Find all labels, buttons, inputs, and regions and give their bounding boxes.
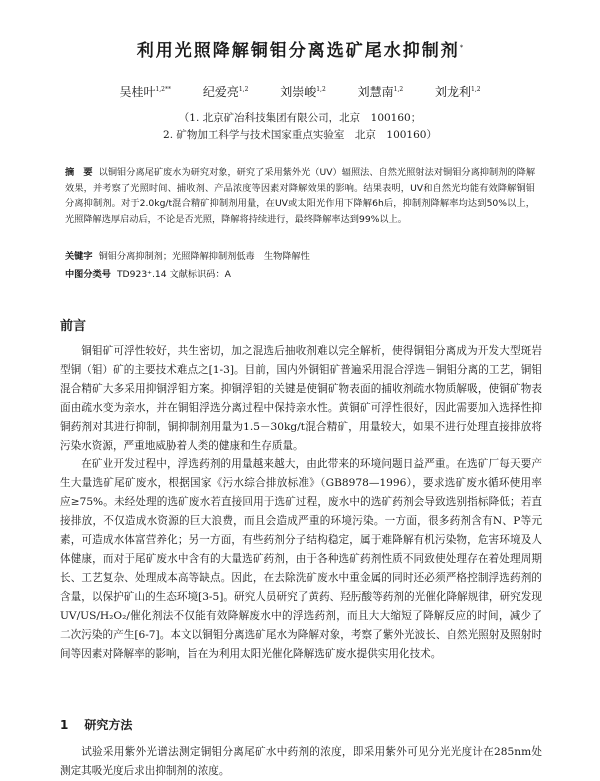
author-name: 刘慧南: [357, 85, 394, 99]
author: [435, 85, 481, 99]
title-footnote-mark: *: [459, 43, 464, 52]
abstract-text: 以铜钼分离尾矿废水为研究对象，研究了采用紫外光（UV）辐照法、自然光照射法对铜钼分离抑制剂的降解效果，并考察了光照时间、捕收剂、产品浓度等因素对降解效果的影响。结果表明，UV和自然光均能有效降解铜钼分离抑制剂。对于2.0kg/t混合精矿抑制剂用量，在UV或太阳光作用下降解6h后，抑制剂降解率均达到50%以上，光照降解选厚启动后，不论是否光照，降解将持续进行，最终降解率达到99%以上。: [65, 167, 536, 225]
author-affil-mark: 1,2: [393, 86, 404, 93]
keywords: [65, 248, 535, 262]
classification-label: 中图分类号: [65, 269, 111, 280]
body-paragraph: 在矿业开发过程中，浮选药剂的用量越来越大，由此带来的环境问题日益严重。在选矿厂每天要产生大量选矿尾矿废水，根据国家《污水综合排放标准》（GB8978—1996），要求选矿废水循环使用率应≥75%。未经处理的选矿废水若直接回用于选矿过程，废水中的选矿药剂会导致选别指标降低；若直接排放，不仅造成水资源的巨大浪费，而且会造成严重的环境污染。一方面，很多药剂含有N、P等元素，可造成水体富营养化；另一方面，有些药剂分子结构稳定，属于难降解有机污染物，危害环境及人体健康，而对于尾矿废水中含有的大量选矿药剂，由于各种选矿药剂性质不同致使处理存在着处理周期长、工艺复杂、处理成本高等缺点。因此，在去除洗矿废水中重金属的同时还必须严格控制浮选药剂的含量，以保护矿山的生态环境[3-5]。研究人员研究了黄药、羟肟酸等药剂的光催化降解规律，研究发现UV/US/H₂O₂/催化剂法不仅能有效降解废水中的浮选药剂，而且大大缩短了降解反应的时间，减少了二次污染的产生[6-7]。本文以铜钼分离选矿尾水为降解对象，考察了紫外光波长、自然光照射及照射时间等因素对降解率的影响，旨在为利用太阳光催化降解选矿废水提供实用化技术。: [60, 458, 542, 660]
author-name: 刘龙利: [435, 85, 472, 99]
intro-heading: 前言: [60, 319, 87, 334]
classification: [65, 266, 535, 280]
classification-text: TD923⁺.14 文献标识码：A: [116, 269, 231, 280]
method-heading-text: 研究方法: [84, 718, 133, 732]
author: [203, 85, 249, 99]
body-paragraph: 铜钼矿可浮性较好，共生密切，加之混选后抽收剂难以完全解析，使得铜钼分离成为开发大型斑岩型铜（钼）矿的主要技术难点之[1-3]。目前，国内外铜钼矿普遍采用混合浮选－铜钼分离的工艺，铜钼混合精矿大多采用抑铜浮钼方案。抑铜浮钼的关键是使铜矿物表面的捕收剂疏水物质解吸，使铜矿物表面由疏水变为亲水，并在铜钼浮选分离过程中保持亲水性。黄铜矿可浮性很好，因此需要加入选择性抑铜药剂对其进行抑制，铜抑制剂用量为1.5－30kg/t混合精矿，用量较大，如果不进行处理直接排放将污染水资源，严重地威胁着人类的健康和生存质量。: [60, 345, 542, 452]
keywords-label: 关键字: [65, 251, 93, 262]
author-line: [0, 83, 600, 100]
intro-body: [60, 342, 542, 663]
affiliation-2: 2. 矿物加工科学与技术国家重点实验室 北京 100160）: [163, 129, 437, 141]
author-affil-mark: 1,2: [471, 86, 481, 93]
title-text: 利用光照降解铜钼分离选矿尾水抑制剂: [136, 41, 460, 61]
author-affil-mark: 1,2: [238, 86, 249, 93]
abstract: [65, 165, 535, 227]
method-heading: [60, 716, 132, 733]
paper-title: [0, 36, 600, 61]
keywords-text: 铜钼分离抑制剂；光照降解抑制剂低毒 生物降解性: [98, 251, 310, 262]
method-heading-number: 1: [60, 718, 69, 732]
author: [280, 85, 326, 99]
affiliation-1: （1. 北京矿冶科技集团有限公司，北京 100160；: [178, 112, 422, 124]
body-paragraph: 试验采用紫外光谱法测定铜钼分离尾矿水中药剂的浓度，即采用紫外可见分光光度计在285nm处测定其吸光度后求出抑制剂的浓度。: [60, 746, 542, 777]
author-name: 纪爱亮: [202, 85, 239, 99]
author-name: 吴桂叶: [119, 85, 156, 99]
author: [119, 85, 171, 99]
author-affil-mark: 1,2**: [155, 86, 171, 93]
author-affil-mark: 1,2: [316, 86, 326, 93]
author: [358, 85, 404, 99]
author-name: 刘崇峻: [280, 85, 317, 99]
method-body: [60, 743, 542, 781]
abstract-label: 摘 要: [65, 167, 93, 178]
